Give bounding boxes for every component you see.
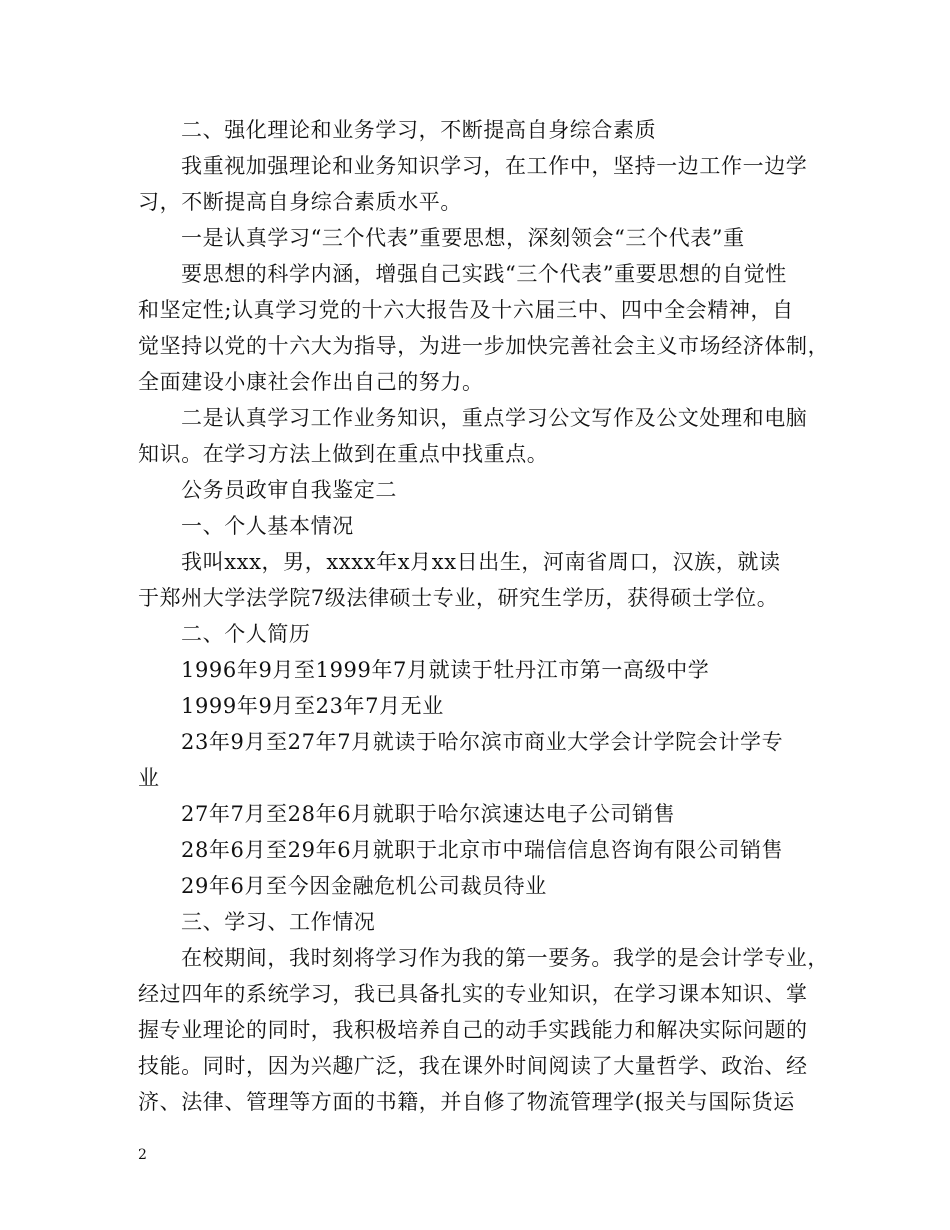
- text-line: 和坚定性;认真学习党的十六大报告及十六届三中、四中全会精神，自: [138, 298, 794, 322]
- section-heading: 三、学习、工作情况: [181, 910, 376, 934]
- text-line: 技能。同时，因为兴趣广泛，我在课外时间阅读了大量哲学、政治、经: [138, 1054, 808, 1078]
- text-line: 全面建设小康社会作出自己的努力。: [138, 370, 484, 394]
- resume-entry: 28年6月至29年6月就职于北京市中瑞信信息咨询有限公司销售: [181, 838, 784, 862]
- resume-entry: 23年9月至27年7月就读于哈尔滨市商业大学会计学院会计学专: [181, 730, 784, 754]
- resume-entry: 1996年9月至1999年7月就读于牡丹江市第一高级中学: [181, 658, 710, 682]
- document-subtitle: 公务员政审自我鉴定二: [181, 478, 397, 502]
- section-heading: 二、强化理论和业务学习，不断提高自身综合素质: [181, 118, 657, 142]
- text-line: 握专业理论的同时，我积极培养自己的动手实践能力和解决实际问题的: [138, 1018, 808, 1042]
- resume-entry: 29年6月至今因金融危机公司裁员待业: [181, 874, 547, 898]
- text-line: 经过四年的系统学习，我已具备扎实的专业知识，在学习课本知识、掌: [138, 982, 808, 1006]
- text-line: 济、法律、管理等方面的书籍，并自修了物流管理学(报关与国际货运: [138, 1090, 795, 1114]
- section-heading: 二、个人简历: [181, 622, 311, 646]
- text-line: 一是认真学习“三个代表”重要思想，深刻领会“三个代表”重: [181, 226, 745, 250]
- text-line: 知识。在学习方法上做到在重点中找重点。: [138, 442, 549, 466]
- text-line: 于郑州大学法学院7级法律硕士专业，研究生学历，获得硕士学位。: [138, 586, 779, 610]
- resume-entry: 1999年9月至23年7月无业: [181, 694, 444, 718]
- text-line: 我重视加强理论和业务知识学习，在工作中，坚持一边工作一边学: [181, 154, 808, 178]
- text-line: 觉坚持以党的十六大为指导，为进一步加快完善社会主义市场经济体制，: [138, 334, 830, 358]
- resume-entry: 27年7月至28年6月就职于哈尔滨速达电子公司销售: [181, 802, 676, 826]
- text-line: 在校期间，我时刻将学习作为我的第一要务。我学的是会计学专业，: [181, 946, 829, 970]
- text-line: 二是认真学习工作业务知识，重点学习公文写作及公文处理和电脑: [181, 406, 808, 430]
- section-heading: 一、个人基本情况: [181, 514, 354, 538]
- text-line: 要思想的科学内涵，增强自己实践“三个代表”重要思想的自觉性: [181, 262, 787, 286]
- resume-entry: 业: [138, 766, 160, 790]
- text-line: 我叫xxx，男，xxxx年x月xx日出生，河南省周口，汉族，就读: [181, 550, 781, 574]
- page-number: 2: [138, 1147, 147, 1163]
- text-line: 习，不断提高自身综合素质水平。: [138, 190, 462, 214]
